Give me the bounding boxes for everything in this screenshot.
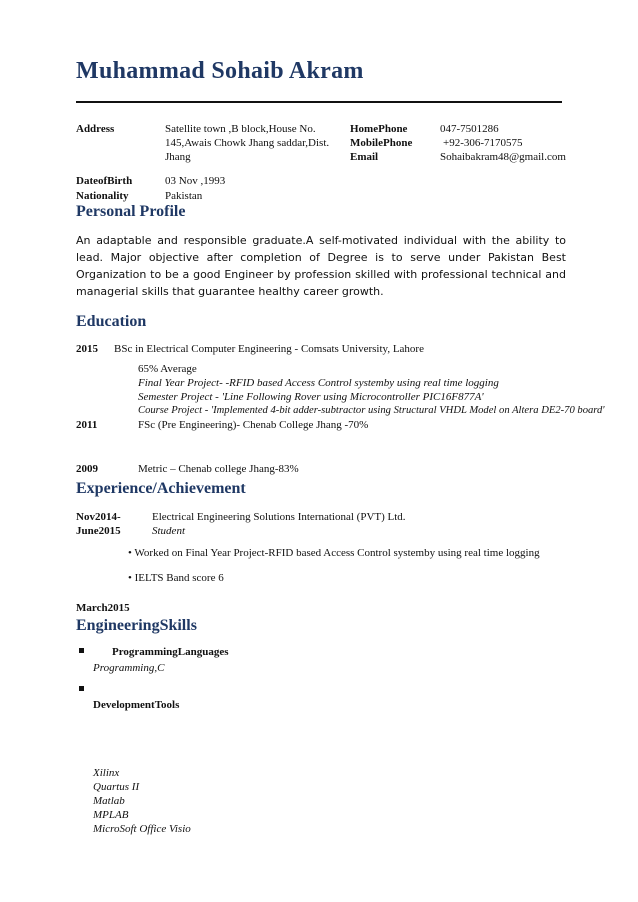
experience-bullet bbox=[128, 546, 540, 560]
address-line: Jhang bbox=[165, 151, 191, 163]
candidate-name: Muhammad Sohaib Akram bbox=[76, 58, 364, 84]
extra-date: March2015 bbox=[76, 602, 130, 614]
nationality-value: Pakistan bbox=[165, 190, 203, 202]
homephone-value: 047-7501286 bbox=[440, 123, 499, 135]
email-value: Sohaibakram48@gmail.com bbox=[440, 151, 566, 163]
education-year: 2015 bbox=[76, 343, 98, 355]
tool-item: Xilinx bbox=[93, 767, 120, 779]
mobilephone-label: MobilePhone bbox=[350, 137, 413, 149]
experience-role: Student bbox=[152, 525, 185, 537]
bullet-dot-icon: • bbox=[128, 572, 132, 584]
experience-bullet bbox=[128, 571, 224, 585]
education-detail: Final Year Project- -RFID based Access Control systemby using real time logging bbox=[138, 377, 499, 389]
address-label: Address bbox=[76, 123, 115, 135]
education-year: 2011 bbox=[76, 419, 98, 431]
square-bullet-icon bbox=[79, 686, 84, 691]
address-value bbox=[165, 122, 329, 164]
address-line: Satellite town ,B block,House No. bbox=[165, 123, 316, 135]
tool-item: Matlab bbox=[93, 795, 125, 807]
education-degree: FSc (Pre Engineering)- Chenab College Jhang -70% bbox=[138, 419, 369, 431]
experience-bullet-text: Worked on Final Year Project-RFID based Access Control systemby using real time logging bbox=[134, 547, 540, 559]
tool-item: Quartus II bbox=[93, 781, 140, 793]
experience-company: Electrical Engineering Solutions International (PVT) Ltd. bbox=[152, 511, 406, 523]
education-detail: Course Project - 'Implemented 4-bit adder-subtractor using Structural VHDL Model on Altera DE2-70 board' bbox=[138, 405, 605, 416]
experience-date-end: June2015 bbox=[76, 525, 121, 537]
homephone-label: HomePhone bbox=[350, 123, 408, 135]
tool-item: MPLAB bbox=[93, 809, 129, 821]
tools-list bbox=[93, 766, 191, 836]
education-detail: 65% Average bbox=[138, 363, 197, 375]
programming-languages-value: Programming,C bbox=[93, 662, 165, 674]
bullet-dot-icon: • bbox=[128, 547, 132, 559]
dob-label: DateofBirth bbox=[76, 175, 133, 187]
education-heading: Education bbox=[76, 313, 147, 330]
development-tools-label: DevelopmentTools bbox=[93, 699, 180, 711]
tool-item: MicroSoft Office Visio bbox=[93, 823, 191, 835]
education-year: 2009 bbox=[76, 463, 98, 475]
email-label: Email bbox=[350, 151, 379, 163]
education-degree: BSc in Electrical Computer Engineering - Comsats University, Lahore bbox=[114, 343, 424, 355]
profile-text: An adaptable and responsible graduate.A self-motivated individual with the ability to lead. Major objective after completion of Degree is to serve under Pakistan Best Organization to be a good Engineer by profession skilled with professional technical and managerial skills that guarantee healthy career growth. bbox=[76, 234, 566, 298]
programming-languages-label: ProgrammingLanguages bbox=[112, 646, 229, 658]
education-detail: Semester Project - 'Line Following Rover using Microcontroller PIC16F877A' bbox=[138, 391, 484, 403]
skills-heading: EngineeringSkills bbox=[76, 617, 197, 634]
address-line: 145,Awais Chowk Jhang saddar,Dist. bbox=[165, 137, 330, 149]
nationality-label: Nationality bbox=[76, 190, 129, 202]
dob-value: 03 Nov ,1993 bbox=[165, 175, 226, 187]
profile-heading: Personal Profile bbox=[76, 203, 186, 220]
header-divider bbox=[76, 101, 562, 103]
experience-heading: Experience/Achievement bbox=[76, 480, 246, 497]
mobilephone-value: +92-306-7170575 bbox=[443, 137, 523, 149]
square-bullet-icon bbox=[79, 648, 84, 653]
experience-date-start: Nov2014- bbox=[76, 511, 121, 523]
education-degree: Metric – Chenab college Jhang-83% bbox=[138, 463, 299, 475]
experience-bullet-text: IELTS Band score 6 bbox=[134, 572, 224, 584]
